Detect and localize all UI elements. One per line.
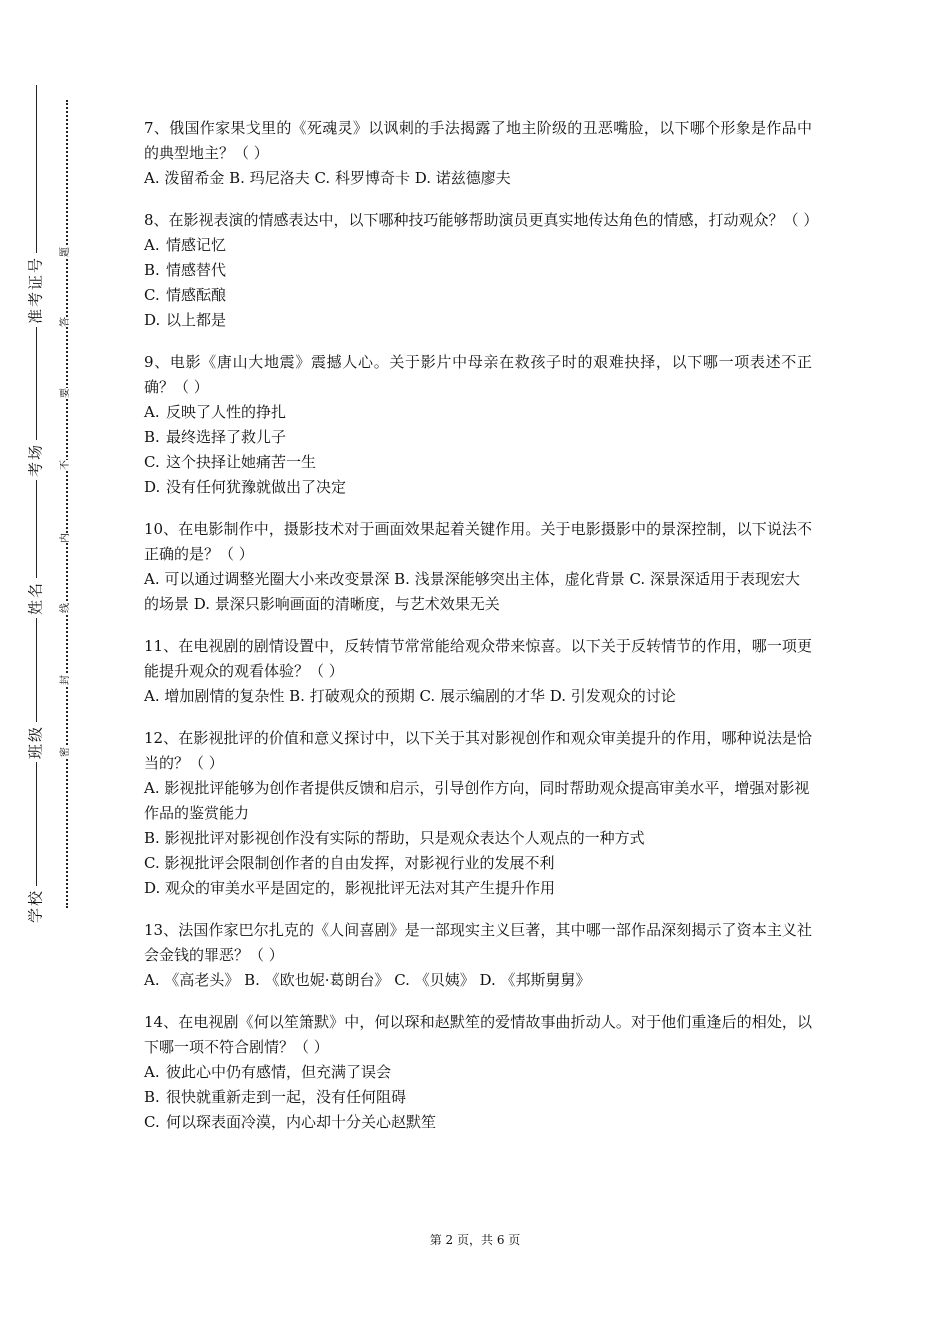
option-c: C. 影视批评会限制创作者的自由发挥，对影视行业的发展不利 <box>144 854 555 872</box>
question-options: A. 《高老头》 B. 《欧也妮·葛朗台》 C. 《贝姨》 D. 《邦斯舅舅》 <box>144 971 591 989</box>
question-text: 13、法国作家巴尔扎克的《人间喜剧》是一部现实主义巨著，其中哪一部作品深刻揭示了资本主义社会金钱的罪恶？（ ） <box>144 921 812 964</box>
question-text: 14、在电视剧《何以笙箫默》中，何以琛和赵默笙的爱情故事曲折动人。对于他们重逢后的相处，以下哪一项不符合剧情？（ ） <box>144 1013 812 1056</box>
question-text: 12、在影视批评的价值和意义探讨中，以下关于其对影视创作和观众审美提升的作用，哪种说法是恰当的？（ ） <box>144 729 812 772</box>
question-text: 10、在电影制作中，摄影技术对于画面效果起着关键作用。关于电影摄影中的景深控制，以下说法不正确的是？（ ） <box>144 520 812 563</box>
school-label: 学校 <box>27 886 46 926</box>
question-11 <box>144 634 812 709</box>
question-13 <box>144 918 812 993</box>
question-10 <box>144 517 812 617</box>
question-text: 11、在电视剧的剧情设置中，反转情节常常能给观众带来惊喜。以下关于反转情节的作用，哪一项更能提升观众的观看体验？（ ） <box>144 637 812 680</box>
question-12 <box>144 726 812 901</box>
seal-char: 要 <box>60 388 71 398</box>
student-name-label: 姓名 <box>27 578 46 618</box>
seal-char: 线 <box>60 603 71 613</box>
binding-dotted-line <box>66 100 68 908</box>
question-9 <box>144 350 812 500</box>
option-b: B. 情感替代 <box>144 261 227 279</box>
option-c: C. 这个抉择让她痛苦一生 <box>144 453 317 471</box>
option-c: C. 何以琛表面冷漠，内心却十分关心赵默笙 <box>144 1113 437 1131</box>
seal-char: 答 <box>60 317 71 327</box>
option-a: A. 彼此心中仍有感情，但充满了误会 <box>144 1063 392 1081</box>
question-options: A. 泼留希金 B. 玛尼洛夫 C. 科罗博奇卡 D. 诺兹德廖夫 <box>144 169 511 187</box>
question-7 <box>144 116 812 191</box>
question-text: 8、在影视表演的情感表达中，以下哪种技巧能够帮助演员更真实地传达角色的情感，打动观众？（ ） <box>144 211 819 229</box>
binding-margin <box>0 0 100 1344</box>
question-text: 9、电影《唐山大地震》震撼人心。关于影片中母亲在救孩子时的艰难抉择，以下哪一项表述不正确？（ ） <box>144 353 812 396</box>
question-text: 7、俄国作家果戈里的《死魂灵》以讽刺的手法揭露了地主阶级的丑恶嘴脸，以下哪个形象是作品中的典型地主？（ ） <box>144 119 812 162</box>
option-d: D. 没有任何犹豫就做出了决定 <box>144 478 347 496</box>
question-14 <box>144 1010 812 1135</box>
option-b: B. 很快就重新走到一起，没有任何阻碍 <box>144 1088 407 1106</box>
option-c: C. 情感酝酿 <box>144 286 227 304</box>
class-label: 班级 <box>27 722 46 762</box>
seal-char: 内 <box>60 533 71 543</box>
option-b: B. 影视批评对影视创作没有实际的帮助，只是观众表达个人观点的一种方式 <box>144 829 645 847</box>
question-list <box>144 116 819 1152</box>
question-options: A. 增加剧情的复杂性 B. 打破观众的预期 C. 展示编剧的才华 D. 引发观众的讨论 <box>144 687 676 705</box>
seal-char: 题 <box>60 247 71 257</box>
seal-char: 密 <box>60 747 71 757</box>
option-a: A. 情感记忆 <box>144 236 227 254</box>
exam-id-label: 准考证号 <box>27 253 46 327</box>
exam-room-label: 考场 <box>27 440 46 480</box>
seal-char: 封 <box>60 675 71 685</box>
seal-char: 不 <box>60 460 71 470</box>
option-d: D. 观众的审美水平是固定的，影视批评无法对其产生提升作用 <box>144 879 556 897</box>
option-d: D. 以上都是 <box>144 311 227 329</box>
page-number: 第 2 页，共 6 页 <box>429 1233 521 1247</box>
option-a: A. 影视批评能够为创作者提供反馈和启示，引导创作方向，同时帮助观众提高审美水平，增强对影视作品的鉴赏能力 <box>144 779 810 822</box>
question-8 <box>144 208 819 333</box>
option-a: A. 反映了人性的挣扎 <box>144 403 287 421</box>
binding-solid-line <box>36 85 37 925</box>
question-options: A. 可以通过调整光圈大小来改变景深 B. 浅景深能够突出主体，虚化背景 C. 深景深适用于表现宏大的场景 D. 景深只影响画面的清晰度，与艺术效果无关 <box>144 570 800 613</box>
option-b: B. 最终选择了救儿子 <box>144 428 287 446</box>
